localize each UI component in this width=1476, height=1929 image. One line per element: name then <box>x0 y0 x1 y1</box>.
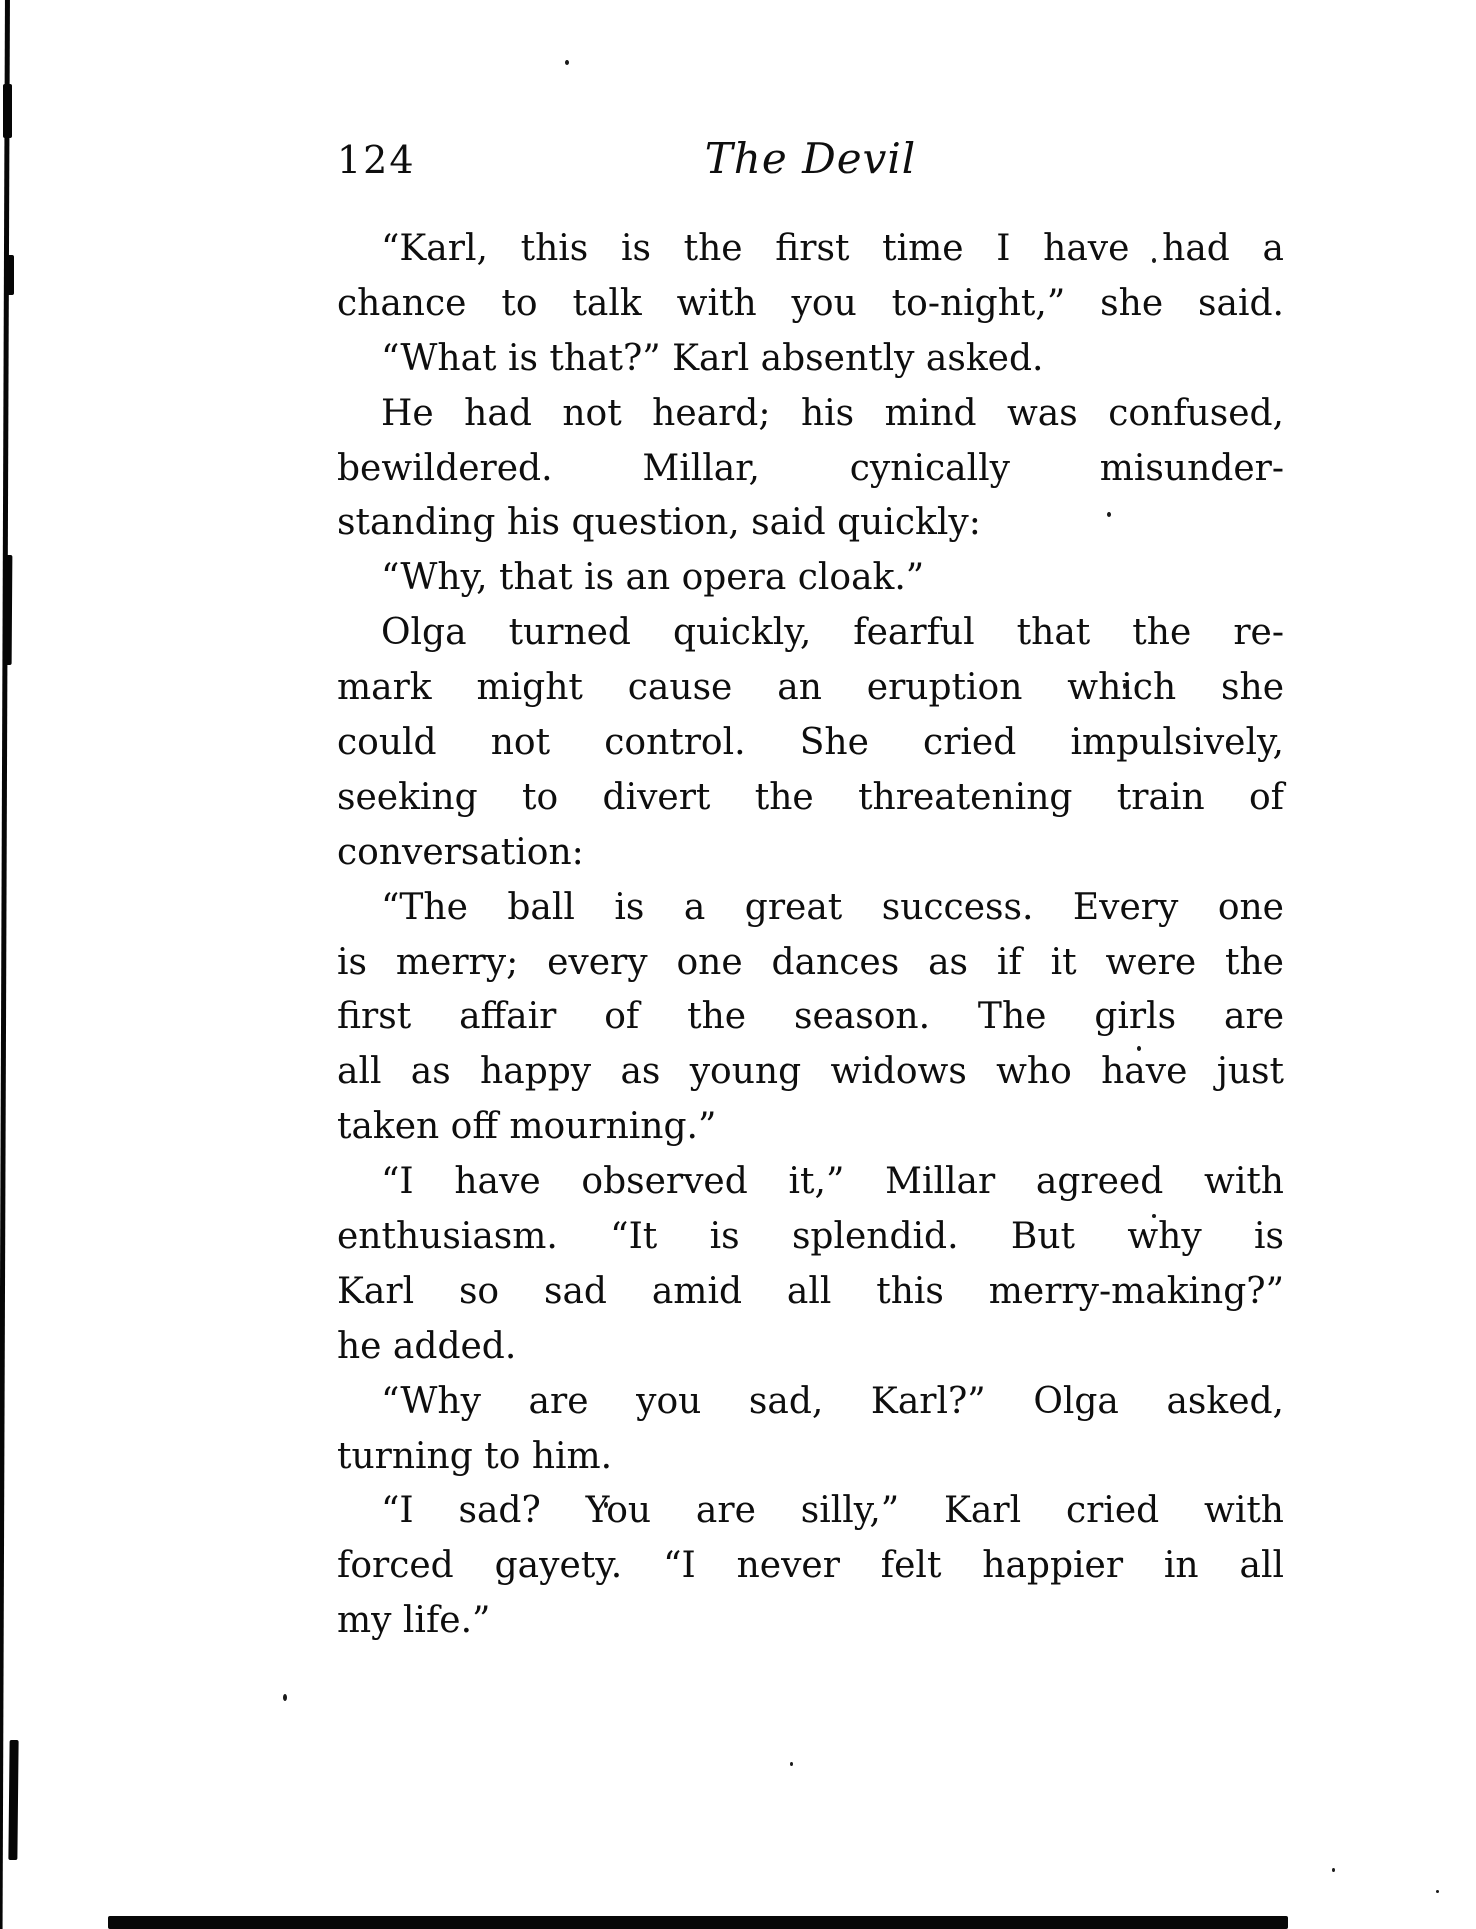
scan-edge-blob <box>4 555 13 665</box>
text-line: could not control. She cried impulsively, <box>337 722 1284 764</box>
scan-edge-blob <box>8 1740 18 1860</box>
text-line: bewildered. Millar, cynically misunder- <box>337 447 1284 489</box>
text-line: “I have observed it,” Millar agreed with <box>381 1161 1284 1203</box>
body-text <box>337 222 1284 1649</box>
scan-bottom-bar <box>108 1916 1288 1929</box>
running-head <box>337 134 1284 222</box>
text-line: he added. <box>337 1325 517 1367</box>
text-line: Karl so sad amid all this merry-making?” <box>337 1270 1284 1312</box>
scan-edge-blob <box>3 84 12 138</box>
text-line: first affair of the season. The girls are <box>337 996 1284 1038</box>
scan-speck <box>1436 1890 1439 1893</box>
text-line: “What is that?” Karl absently asked. <box>381 337 1044 379</box>
text-line: standing his question, said quickly: <box>337 502 981 544</box>
scan-speck <box>283 1694 287 1701</box>
scan-speck <box>790 1762 793 1766</box>
text-line: “The ball is a great success. Every one <box>381 886 1284 928</box>
text-line: Olga turned quickly, fearful that the re- <box>381 612 1284 654</box>
text-line: forced gayety. “I never felt happier in all <box>337 1545 1284 1587</box>
page-number: 124 <box>337 138 416 182</box>
text-line: enthusiasm. “It is splendid. But why is <box>337 1216 1284 1258</box>
text-line: “Karl, this is the first time I have had a <box>381 228 1284 269</box>
text-line: is merry; every one dances as if it were the <box>337 941 1284 983</box>
text-line: chance to talk with you to-night,” she said. <box>337 282 1284 324</box>
text-line: “Why are you sad, Karl?” Olga asked, <box>381 1380 1284 1422</box>
text-line: my life.” <box>337 1600 491 1642</box>
page-title: The Devil <box>704 134 917 183</box>
text-line: “Why, that is an opera cloak.” <box>381 557 925 599</box>
text-line: taken off mourning.” <box>337 1106 717 1148</box>
scan-speck <box>565 60 569 65</box>
text-line: mark might cause an eruption which she <box>337 667 1284 709</box>
text-line: all as happy as young widows who have just <box>337 1051 1284 1093</box>
text-line: turning to him. <box>337 1435 613 1477</box>
scan-speck <box>1332 1868 1335 1872</box>
scan-edge-blob <box>6 255 14 295</box>
text-line: seeking to divert the threatening train of <box>337 776 1284 818</box>
text-line: He had not heard; his mind was confused, <box>381 392 1284 434</box>
text-line: “I sad? You are silly,” Karl cried with <box>381 1490 1284 1532</box>
text-line: conversation: <box>337 831 584 873</box>
text-column <box>337 134 1284 1649</box>
